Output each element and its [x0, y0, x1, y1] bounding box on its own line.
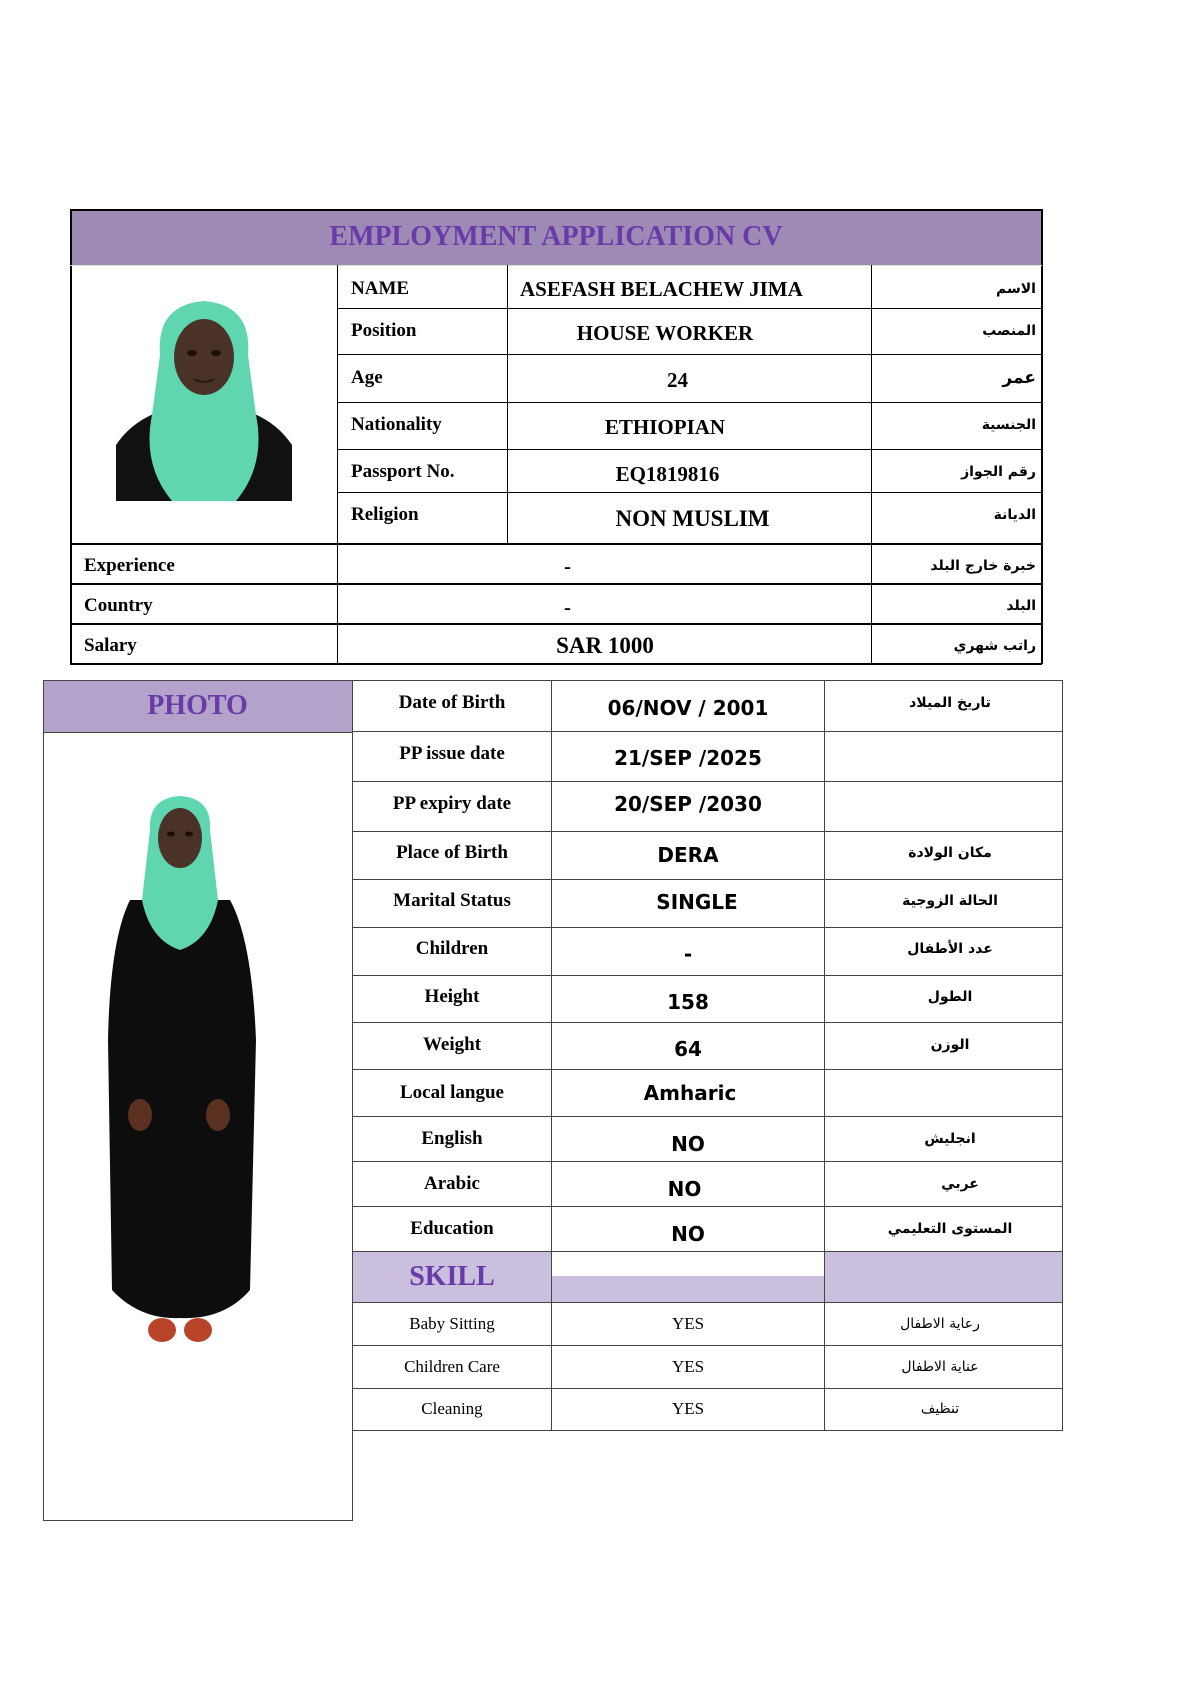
page-title: EMPLOYMENT APPLICATION CV: [329, 221, 783, 252]
passport-value: EQ1819816: [615, 461, 720, 486]
weight-value: 64: [674, 1037, 702, 1061]
english-value: NO: [671, 1132, 705, 1156]
local-language-label: Local langue: [400, 1082, 504, 1103]
name-arabic-label: الاسم: [996, 281, 1036, 297]
pp-issue-value: 21/SEP /2025: [614, 746, 762, 770]
cv-header-bar: [70, 209, 1042, 265]
religion-arabic-label: الديانة: [993, 507, 1036, 523]
skill-heading-bar: [353, 1252, 551, 1302]
skill-cleaning-value: YES: [671, 1399, 705, 1418]
skill-baby-sitting-arabic-label: رعاية الاطفال: [900, 1316, 980, 1332]
skill-heading: SKILL: [409, 1261, 495, 1292]
passport-label: Passport No.: [351, 461, 455, 482]
weight-arabic-label: الوزن: [930, 1037, 970, 1053]
english-label: English: [421, 1128, 483, 1149]
skill-children-care-label: Children Care: [404, 1357, 500, 1376]
country-label: Country: [84, 595, 153, 616]
salary-label: Salary: [84, 635, 137, 656]
skill-header-fill-right: [825, 1252, 1062, 1302]
experience-value: -: [564, 553, 571, 578]
position-label: Position: [351, 320, 417, 341]
full-body-photo: [100, 790, 260, 1350]
dob-label: Date of Birth: [398, 692, 506, 713]
skill-children-care-arabic-label: عناية الاطفال: [901, 1359, 979, 1375]
religion-value: NON MUSLIM: [615, 506, 770, 531]
arabic-value: NO: [667, 1177, 702, 1201]
education-value: NO: [671, 1222, 705, 1246]
photo-heading-bar: [43, 680, 352, 732]
english-arabic-label: انجليش: [924, 1131, 976, 1147]
education-label: Education: [410, 1218, 494, 1239]
salary-arabic-label: راتب شهري: [953, 638, 1036, 654]
education-arabic-label: المستوى التعليمي: [887, 1221, 1013, 1237]
skill-children-care-value: YES: [671, 1357, 705, 1376]
skill-cleaning-label: Cleaning: [421, 1399, 483, 1418]
skill-baby-sitting-label: Baby Sitting: [409, 1314, 495, 1333]
height-arabic-label: الطول: [927, 989, 973, 1005]
arabic-label: Arabic: [424, 1173, 480, 1194]
height-label: Height: [424, 986, 480, 1007]
pp-issue-label: PP issue date: [399, 743, 505, 764]
cv-top-table: [0, 0, 1191, 680]
dob-value: 06/NOV / 2001: [607, 696, 769, 720]
country-value: -: [564, 594, 571, 619]
weight-label: Weight: [422, 1034, 482, 1055]
nationality-arabic-label: الجنسية: [981, 417, 1036, 433]
children-value: -: [683, 942, 693, 966]
experience-label: Experience: [84, 555, 175, 576]
place-of-birth-label: Place of Birth: [396, 842, 508, 863]
local-language-value: Amharic: [643, 1081, 737, 1105]
nationality-value: ETHIOPIAN: [604, 414, 726, 439]
passport-arabic-label: رقم الجواز: [961, 464, 1036, 480]
salary-value: SAR 1000: [556, 633, 654, 658]
place-of-birth-value: DERA: [657, 843, 719, 867]
nationality-label: Nationality: [351, 414, 442, 435]
arabic-arabic-label: عربي: [941, 1176, 979, 1192]
children-arabic-label: عدد الأطفال: [907, 941, 993, 957]
country-arabic-label: البلد: [1006, 598, 1036, 614]
portrait-photo: [116, 295, 292, 501]
children-label: Children: [415, 938, 489, 959]
position-value: HOUSE WORKER: [576, 320, 754, 345]
pp-expiry-label: PP expiry date: [392, 793, 512, 814]
skill-cleaning-arabic-label: تنظيف: [920, 1401, 960, 1417]
pp-expiry-value: 20/SEP /2030: [614, 792, 762, 816]
place-of-birth-arabic-label: مكان الولادة: [908, 845, 992, 861]
marital-status-arabic-label: الحالة الزوجية: [902, 893, 998, 909]
height-value: 158: [667, 990, 709, 1014]
skill-header-fill-mid: [552, 1276, 824, 1302]
full-body-image: [100, 790, 260, 1350]
position-arabic-label: المنصب: [982, 323, 1036, 339]
portrait-image: [116, 295, 292, 501]
age-label: Age: [351, 367, 383, 388]
experience-arabic-label: خبرة خارج البلد: [930, 558, 1036, 574]
name-label: NAME: [351, 278, 410, 299]
marital-status-label: Marital Status: [393, 890, 511, 911]
name-value: ASEFASH BELACHEW JIMA: [520, 276, 803, 301]
marital-status-value: SINGLE: [656, 890, 738, 914]
dob-arabic-label: تاريخ الميلاد: [909, 695, 991, 711]
age-value: 24: [667, 367, 688, 392]
photo-heading: PHOTO: [147, 690, 248, 721]
skill-baby-sitting-value: YES: [671, 1314, 705, 1333]
age-arabic-label: عمر: [1002, 368, 1036, 388]
religion-label: Religion: [351, 504, 419, 525]
